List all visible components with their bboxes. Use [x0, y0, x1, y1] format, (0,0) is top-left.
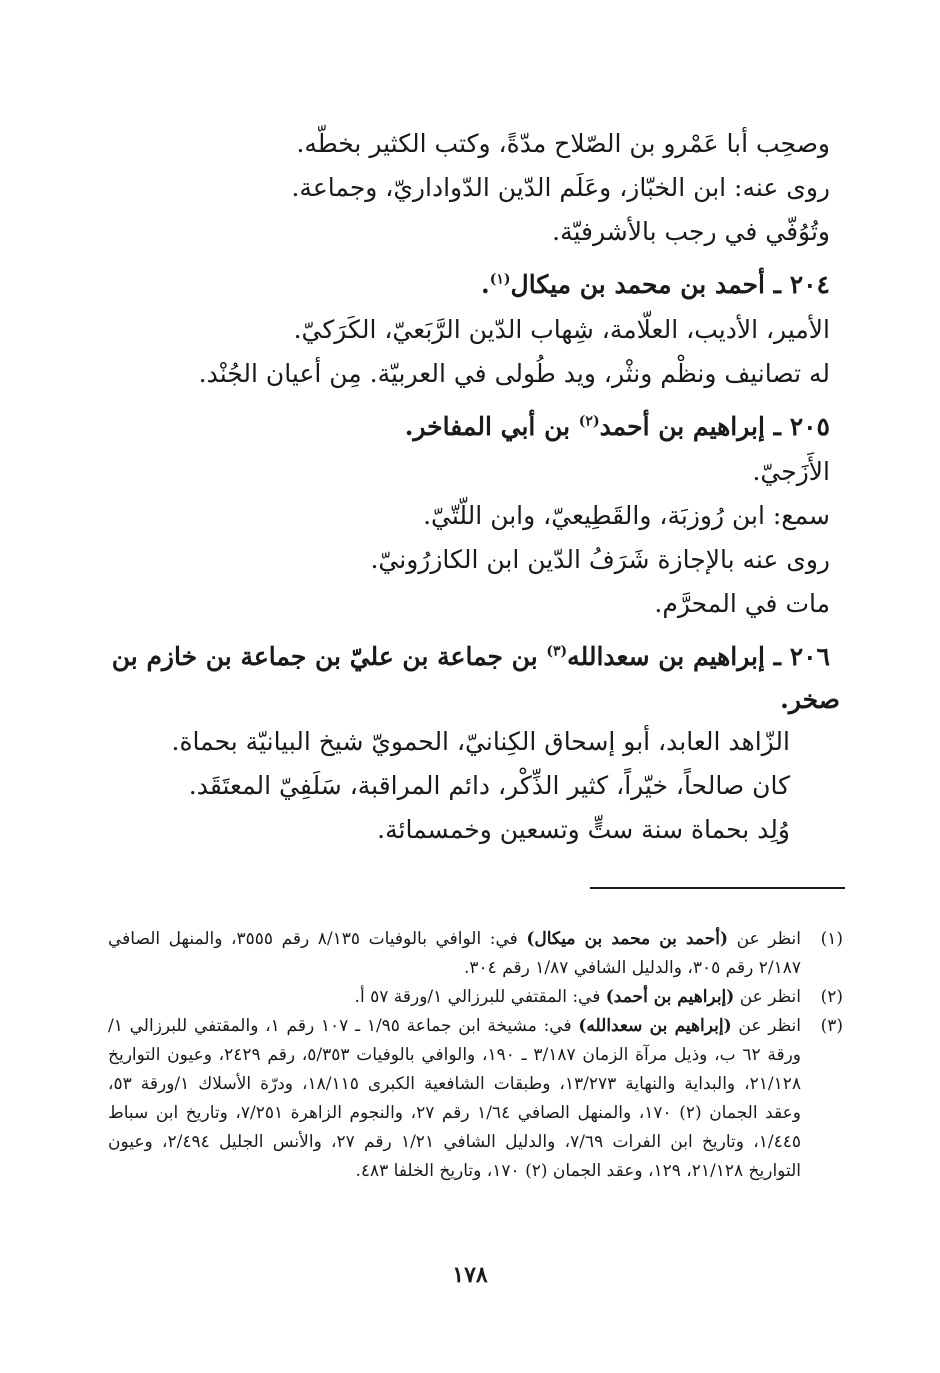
- main-text: [100, 122, 840, 852]
- footnote-subject: (إبراهيم بن سعدالله): [578, 1016, 732, 1036]
- footnote-subject: (أحمد بن محمد بن ميكال): [526, 929, 729, 949]
- footnote: [108, 925, 843, 983]
- footnote-text: [108, 1012, 801, 1186]
- entry-number: ٢٠٤ ـ: [773, 270, 830, 299]
- footnote-pre: انظر عن: [736, 929, 801, 949]
- footnote-ref: (٢): [578, 413, 600, 430]
- footnote-body: في: المقتفي للبرزالي ١/ورقة ٥٧ أ.: [354, 987, 601, 1007]
- text-line: كان صالحاً، خيّراً، كثير الذِّكْر، دائم المراقبة، سَلَفِيّ المعتَقَد.: [188, 771, 790, 800]
- text-line: سمع: ابن رُوزبَة، والقَطِيعيّ، وابن اللّتّيّ.: [423, 501, 830, 530]
- footnote-pre: انظر عن: [739, 987, 801, 1007]
- footnote-ref: (٣): [546, 643, 568, 660]
- entry-name: إبراهيم بن سعدالله: [567, 642, 765, 671]
- entry-name-rest: بن جماعة بن عليّ بن جماعة بن خازم بن: [111, 642, 538, 671]
- text-line: وُلِد بحماة سنة ستٍّ وتسعين وخمسمائة.: [377, 815, 790, 844]
- entry-number: ٢٠٥ ـ: [773, 412, 830, 441]
- entry-heading-204: [100, 262, 830, 308]
- text-line: مات في المحرَّم.: [654, 589, 830, 618]
- footnote-mark: (١): [820, 929, 843, 949]
- footnote: [108, 1012, 843, 1186]
- entry-name-rest: بن أبي المفاخر.: [404, 412, 571, 441]
- entry-heading-206: [100, 634, 830, 680]
- footnote-separator: [590, 887, 845, 889]
- text-line: وتُوُفّي في رجب بالأشرفيّة.: [552, 217, 830, 246]
- footnotes: [108, 925, 843, 1186]
- entry-number: ٢٠٦ ـ: [773, 642, 830, 671]
- footnote-mark: (٣): [820, 1016, 843, 1036]
- footnote-ref: (١): [489, 271, 511, 288]
- footnote: [108, 983, 843, 1012]
- text-line: روى عنه: ابن الخبّاز، وعَلَم الدّين الدّواداريّ، وجماعة.: [291, 173, 830, 202]
- text-line: روى عنه بالإجازة شَرَفُ الدّين ابن الكازرُونيّ.: [370, 545, 830, 574]
- entry-end: .: [481, 270, 490, 299]
- footnote-body: في: مشيخة ابن جماعة ١/٩٥ ـ ١٠٧ رقم ١، والمقتفي للبرزالي ١/ورقة ٦٢ ب، وذيل مرآة الزمان ٣/١٨٧ ـ ١٩٠، والوافي بالوفيات ٥/٣٥٣، رقم ٢٤٢٩، وعيون التواريخ ٢١/١٢٨، والبداية والنهاية ١٣/٢٧٣، وطبقات الشافعية الكبرى ١٨/١١٥، ودرّة الأسلاك ١/ورقة ٥٣، وعقد الجمان (٢) ١٧٠، والمنهل الصافي ١/٦٤ رقم ٢٧، والنجوم الزاهرة ٧/٢٥١، وتاريخ ابن سباط ١/٤٤٥، وتاريخ ابن الفرات ٧/٦٩، والدليل الشافي ١/٢١ رقم ٢٧، والأنس الجليل ٢/٤٩٤، وعيون التواريخ ٢١/١٢٨، ١٢٩، وعقد الجمان (٢) ١٧٠، وتاريخ الخلفا ٤٨٣.: [108, 1016, 802, 1181]
- entry-heading-continuation: صخر.: [780, 685, 840, 714]
- text-line: الأمير، الأديب، العلّامة، شِهاب الدّين الرَّبَعيّ، الكَرَكيّ.: [293, 315, 830, 344]
- entry-name: إبراهيم بن أحمد: [599, 412, 765, 441]
- footnote-subject: (إبراهيم بن أحمد): [605, 987, 735, 1007]
- text-line: الزّاهد العابد، أبو إسحاق الكِنانيّ، الحمويّ شيخ البيانيّة بحماة.: [171, 727, 790, 756]
- footnote-text: [108, 925, 801, 983]
- entry-name: أحمد بن محمد بن ميكال: [510, 270, 765, 299]
- footnote-pre: انظر عن: [738, 1016, 801, 1036]
- entry-heading-205: [100, 404, 830, 450]
- footnote-body: في: الوافي بالوفيات ٨/١٣٥ رقم ٣٥٥٥، والمنهل الصافي ٢/١٨٧ رقم ٣٠٥، والدليل الشافي ١/٨٧ رقم ٣٠٤.: [108, 929, 801, 978]
- text-line: له تصانيف ونظْم ونثْر، ويد طُولى في العربيّة. مِن أعيان الجُنْد.: [198, 359, 830, 388]
- text-line: وصحِب أبا عَمْرو بن الصّلاح مدّةً، وكتب الكثير بخطّه.: [296, 129, 830, 158]
- text-line: الأَزَجيّ.: [752, 457, 830, 486]
- page-number: ١٧٨: [452, 1262, 488, 1288]
- footnote-text: [108, 983, 801, 1012]
- footnote-mark: (٢): [820, 987, 843, 1007]
